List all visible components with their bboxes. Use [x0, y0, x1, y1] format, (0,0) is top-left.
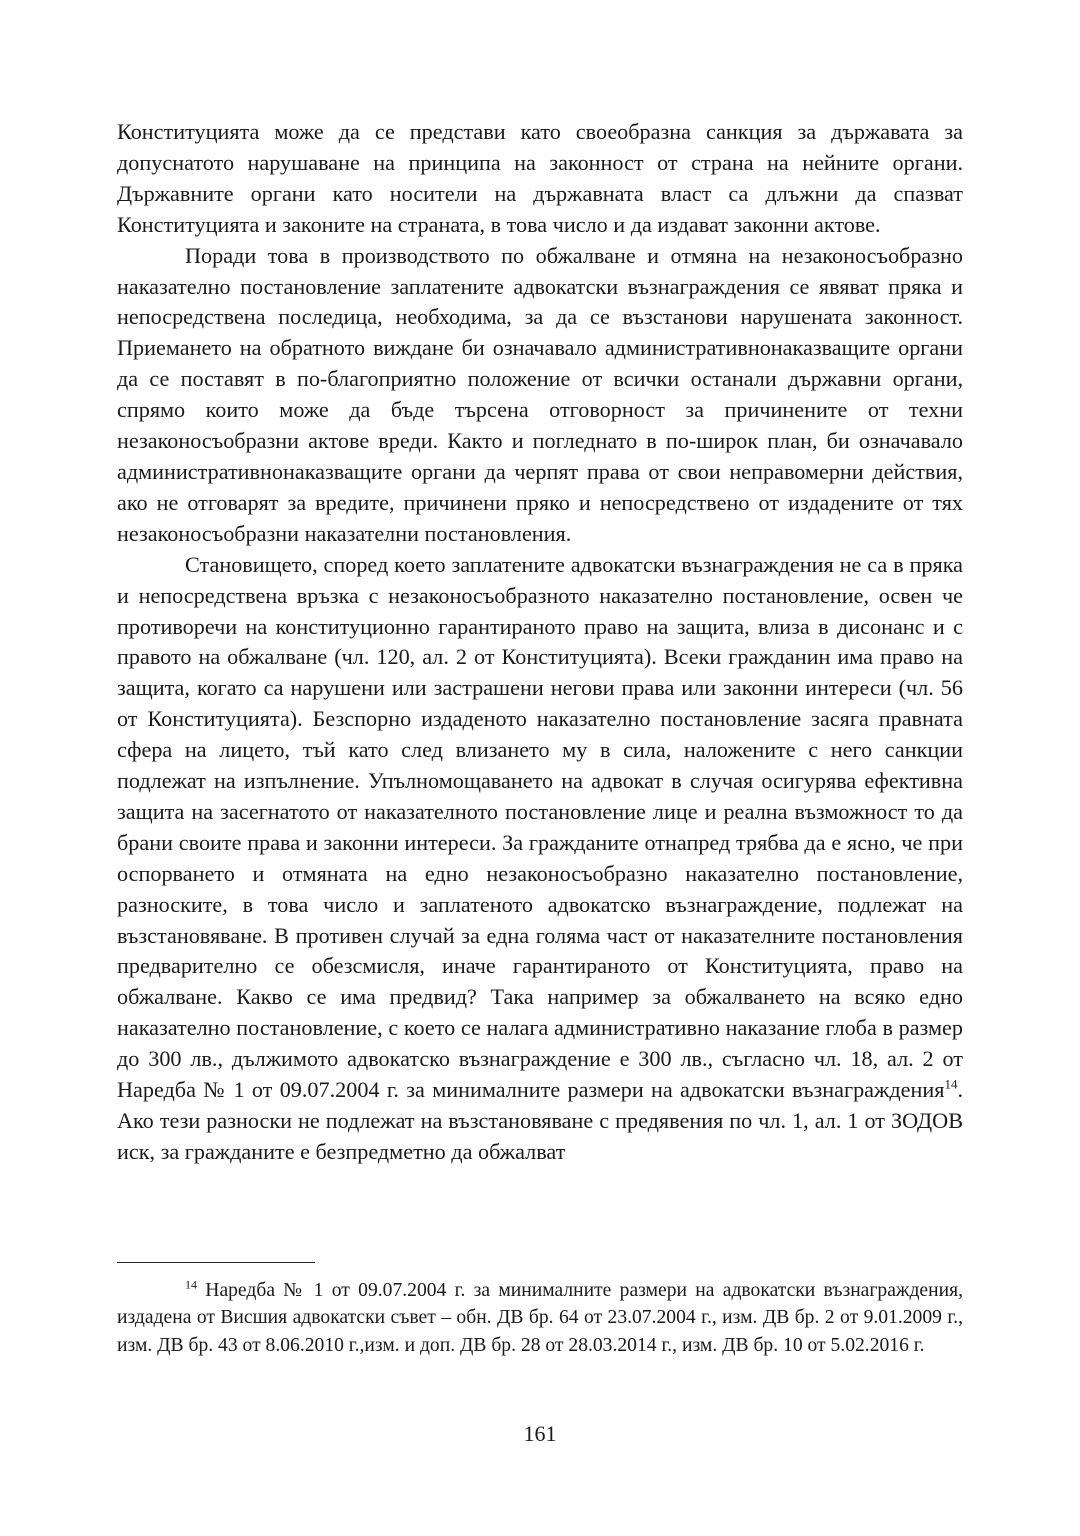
footnote-separator	[117, 1262, 315, 1263]
page-number: 161	[523, 1421, 557, 1446]
paragraph-1: Конституцията може да се представи като своеобразна санкция за държавата за допуснатото нарушаване на принципа на законност от страна на нейните органи. Държавните органи като носители на държавната власт са длъжни да спазват Конституцията и законите на страната, в това число и да издават законни актове.	[117, 119, 963, 237]
footnote-text: Наредба № 1 от 09.07.2004 г. за минималните размери на адвокатски възнаграждения, издадена от Висшия адвокатски съвет – обн. ДВ бр. 64 от 23.07.2004 г., изм. ДВ бр. 2 от 9.01.2009 г., изм. ДВ бр. 43 от 8.06.2010 г.,изм. и доп. ДВ бр. 28 от 28.03.2014 г., изм. ДВ бр. 10 от 5.02.2016 г.	[117, 1280, 963, 1356]
footnote-number: 14	[185, 1277, 197, 1292]
paragraph-3-text-before-note: Становището, според което заплатените адвокатски възнаграждения не са в пряка и непосредствена връзка с незаконосъобразното наказателно постановление, освен че противоречи на конституционно гарантираното право на защита, влиза в дисонанс и с правото на обжалване (чл. 120, ал. 2 от Конституцията). Всеки гражданин има право на защита, когато са нарушени или застрашени негови права или законни интереси (чл. 56 от Конституцията). Безспорно издаденото наказателно постановление засяга правната сфера на лицето, тъй като след влизането му в сила, наложените с него санкции подлежат на изпълнение. Упълномощаването на адвокат в случая осигурява ефективна защита на засегнатото от наказателното постановление лице и реална възможност то да брани своите права и законни интереси. За гражданите отнапред трябва да е ясно, че при оспорването и отмяната на едно незаконосъобразно наказателно постановление, разноските, в това число и заплатеното адвокатско възнаграждение, подлежат на възстановяване. В противен случай за една голяма част от наказателните постановления предварително се обезсмисля, иначе гарантираното от Конституцията, право на обжалване. Какво се има предвид? Така например за обжалването на всяко едно наказателно постановление, с което се налага административно наказание глоба в размер до 300 лв., дължимото адвокатско възнаграждение е 300 лв., съгласно чл. 18, ал. 2 от Наредба № 1 от 09.07.2004 г. за минималните размери на адвокатски възнаграждения	[117, 551, 963, 1103]
main-text	[117, 117, 963, 1168]
footnote-14	[117, 1277, 963, 1359]
paragraph-2: Поради това в производството по обжалване и отмяна на незаконосъобразно наказателно постановление заплатените адвокатски възнаграждения се явяват пряка и непосредствена последица, необходима, за да се възстанови нарушената законност. Приемането на обратното виждане би означавало административнонаказващите органи да се поставят в по-благоприятно положение от всички останали държавни органи, спрямо които може да бъде търсена отговорност за причинените от техни незаконосъобразни актове вреди. Както и погледнато в по-широк план, би означавало административнонаказващите органи да черпят права от свои неправомерни действия, ако не отговарят за вредите, причинени пряко и непосредствено от издадените от тях незаконосъобразни наказателни постановления.	[117, 242, 963, 546]
footnotes	[117, 1277, 963, 1359]
footnote-reference[interactable]: 14	[944, 1076, 958, 1092]
paragraph-3	[117, 550, 963, 1168]
page-body	[117, 117, 963, 1168]
paragraph-3-text-after-note: . Ако тези разноски не подлежат на възстановяване с предявения по чл. 1, ал. 1 от ЗОДОВ иск, за гражданите е безпредметно да обжалват	[117, 1077, 963, 1164]
